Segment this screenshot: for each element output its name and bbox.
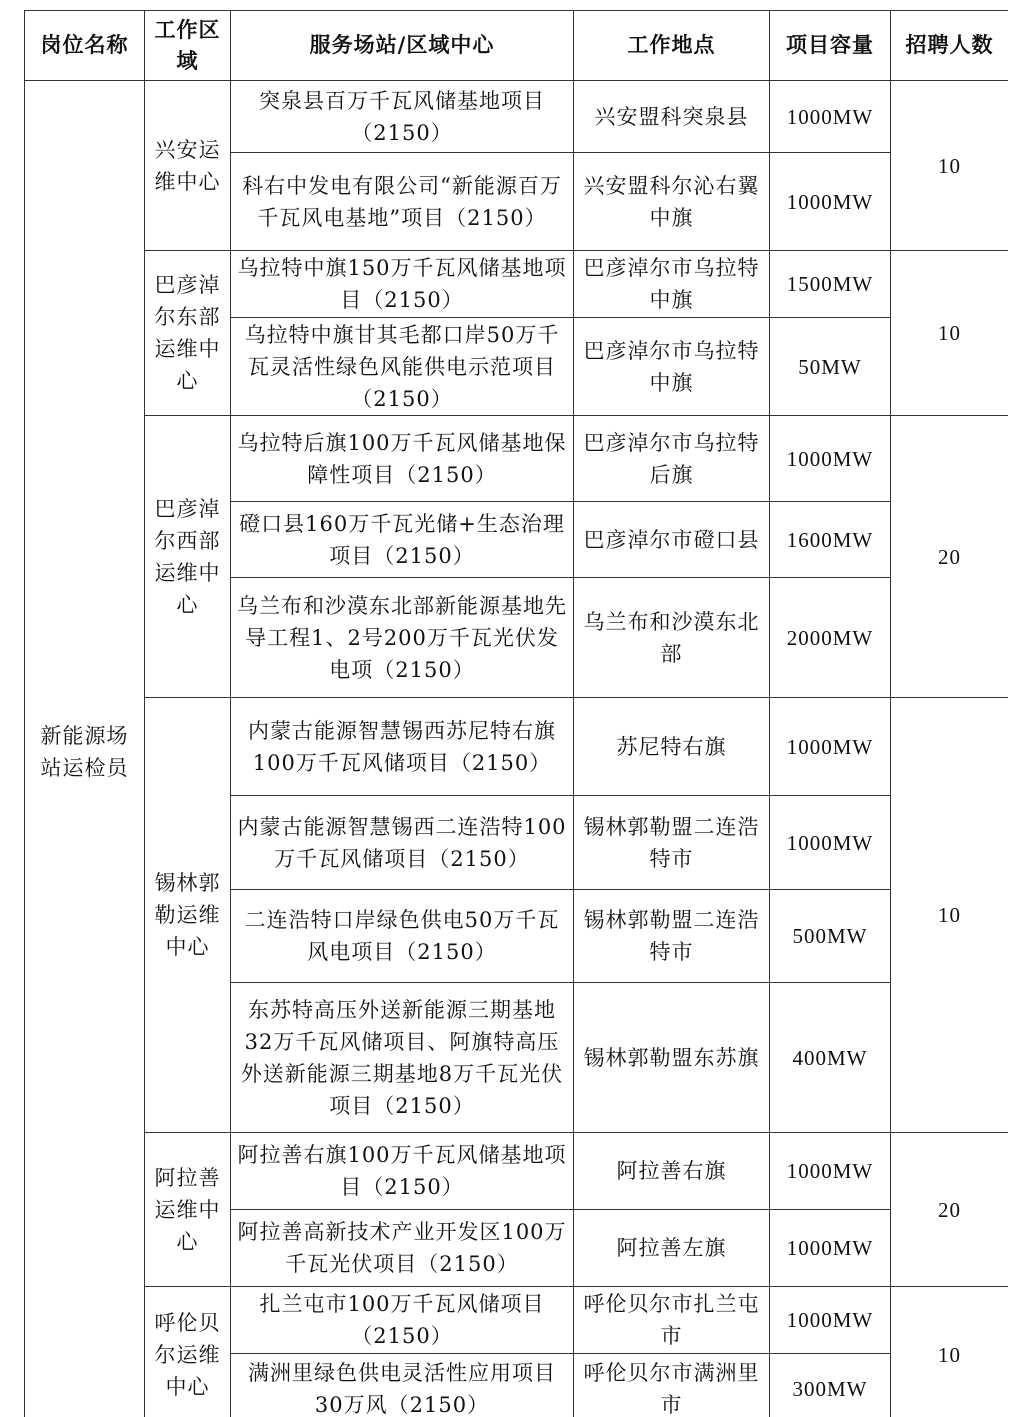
recruitment-table-sheet	[24, 10, 1008, 1417]
capacity-cell: 1600MW	[770, 502, 891, 578]
location-cell: 阿拉善左旗	[574, 1210, 770, 1287]
station-cell: 内蒙古能源智慧锡西苏尼特右旗100万千瓦风储项目（2150）	[231, 698, 574, 796]
headcount-cell: 10	[891, 251, 1009, 416]
capacity-cell: 1000MW	[770, 81, 891, 153]
station-cell: 乌拉特中旗甘其毛都口岸50万千瓦灵活性绿色风能供电示范项目（2150）	[231, 318, 574, 416]
capacity-cell: 1000MW	[770, 416, 891, 502]
location-cell: 锡林郭勒盟东苏旗	[574, 983, 770, 1133]
station-cell: 磴口县160万千瓦光储+生态治理项目（2150）	[231, 502, 574, 578]
location-cell: 阿拉善右旗	[574, 1133, 770, 1210]
location-cell: 兴安盟科突泉县	[574, 81, 770, 153]
capacity-cell: 1000MW	[770, 1210, 891, 1287]
headcount-cell: 20	[891, 416, 1009, 698]
location-cell: 巴彦淖尔市乌拉特中旗	[574, 251, 770, 318]
area-cell: 呼伦贝尔运维中心	[145, 1287, 231, 1417]
capacity-cell: 50MW	[770, 318, 891, 416]
headcount-cell: 10	[891, 81, 1009, 251]
location-cell: 锡林郭勒盟二连浩特市	[574, 796, 770, 890]
station-cell: 内蒙古能源智慧锡西二连浩特100万千瓦风储项目（2150）	[231, 796, 574, 890]
table-row	[25, 1133, 1009, 1210]
location-cell: 呼伦贝尔市扎兰屯市	[574, 1287, 770, 1354]
station-cell: 满洲里绿色供电灵活性应用项目30万风（2150）	[231, 1354, 574, 1417]
station-cell: 突泉县百万千瓦风储基地项目（2150）	[231, 81, 574, 153]
header-headcount: 招聘人数	[891, 11, 1009, 81]
station-cell: 东苏特高压外送新能源三期基地32万千瓦风储项目、阿旗特高压外送新能源三期基地8万千瓦光伏项目（2150）	[231, 983, 574, 1133]
header-position: 岗位名称	[25, 11, 145, 81]
area-cell: 锡林郭勒运维中心	[145, 698, 231, 1133]
header-capacity: 项目容量	[770, 11, 891, 81]
header-station: 服务场站/区域中心	[231, 11, 574, 81]
location-cell: 苏尼特右旗	[574, 698, 770, 796]
capacity-cell: 1000MW	[770, 153, 891, 251]
table-row	[25, 698, 1009, 796]
area-cell: 兴安运维中心	[145, 81, 231, 251]
capacity-cell: 1500MW	[770, 251, 891, 318]
table-row	[25, 81, 1009, 153]
table-row	[25, 1287, 1009, 1354]
capacity-cell: 1000MW	[770, 1287, 891, 1354]
location-cell: 乌兰布和沙漠东北部	[574, 578, 770, 698]
station-cell: 科右中发电有限公司“新能源百万千瓦风电基地”项目（2150）	[231, 153, 574, 251]
area-cell: 巴彦淖尔东部运维中心	[145, 251, 231, 416]
station-cell: 乌拉特后旗100万千瓦风储基地保障性项目（2150）	[231, 416, 574, 502]
location-cell: 巴彦淖尔市乌拉特中旗	[574, 318, 770, 416]
headcount-cell: 20	[891, 1133, 1009, 1287]
capacity-cell: 400MW	[770, 983, 891, 1133]
station-cell: 扎兰屯市100万千瓦风储项目（2150）	[231, 1287, 574, 1354]
capacity-cell: 1000MW	[770, 796, 891, 890]
table-row	[25, 416, 1009, 502]
header-area: 工作区域	[145, 11, 231, 81]
capacity-cell: 300MW	[770, 1354, 891, 1417]
header-location: 工作地点	[574, 11, 770, 81]
location-cell: 巴彦淖尔市磴口县	[574, 502, 770, 578]
station-cell: 阿拉善右旗100万千瓦风储基地项目（2150）	[231, 1133, 574, 1210]
position-name-cell: 新能源场站运检员	[25, 81, 145, 1417]
station-cell: 乌拉特中旗150万千瓦风储基地项目（2150）	[231, 251, 574, 318]
station-cell: 二连浩特口岸绿色供电50万千瓦风电项目（2150）	[231, 890, 574, 983]
table-row	[25, 251, 1009, 318]
area-cell: 巴彦淖尔西部运维中心	[145, 416, 231, 698]
capacity-cell: 500MW	[770, 890, 891, 983]
area-cell: 阿拉善运维中心	[145, 1133, 231, 1287]
location-cell: 巴彦淖尔市乌拉特后旗	[574, 416, 770, 502]
header-row	[25, 11, 1009, 81]
capacity-cell: 1000MW	[770, 698, 891, 796]
capacity-cell: 1000MW	[770, 1133, 891, 1210]
recruitment-table	[24, 10, 1008, 1417]
location-cell: 兴安盟科尔沁右翼中旗	[574, 153, 770, 251]
station-cell: 阿拉善高新技术产业开发区100万千瓦光伏项目（2150）	[231, 1210, 574, 1287]
station-cell: 乌兰布和沙漠东北部新能源基地先导工程1、2号200万千瓦光伏发电项（2150）	[231, 578, 574, 698]
capacity-cell: 2000MW	[770, 578, 891, 698]
location-cell: 呼伦贝尔市满洲里市	[574, 1354, 770, 1417]
headcount-cell: 10	[891, 698, 1009, 1133]
location-cell: 锡林郭勒盟二连浩特市	[574, 890, 770, 983]
headcount-cell: 10	[891, 1287, 1009, 1417]
